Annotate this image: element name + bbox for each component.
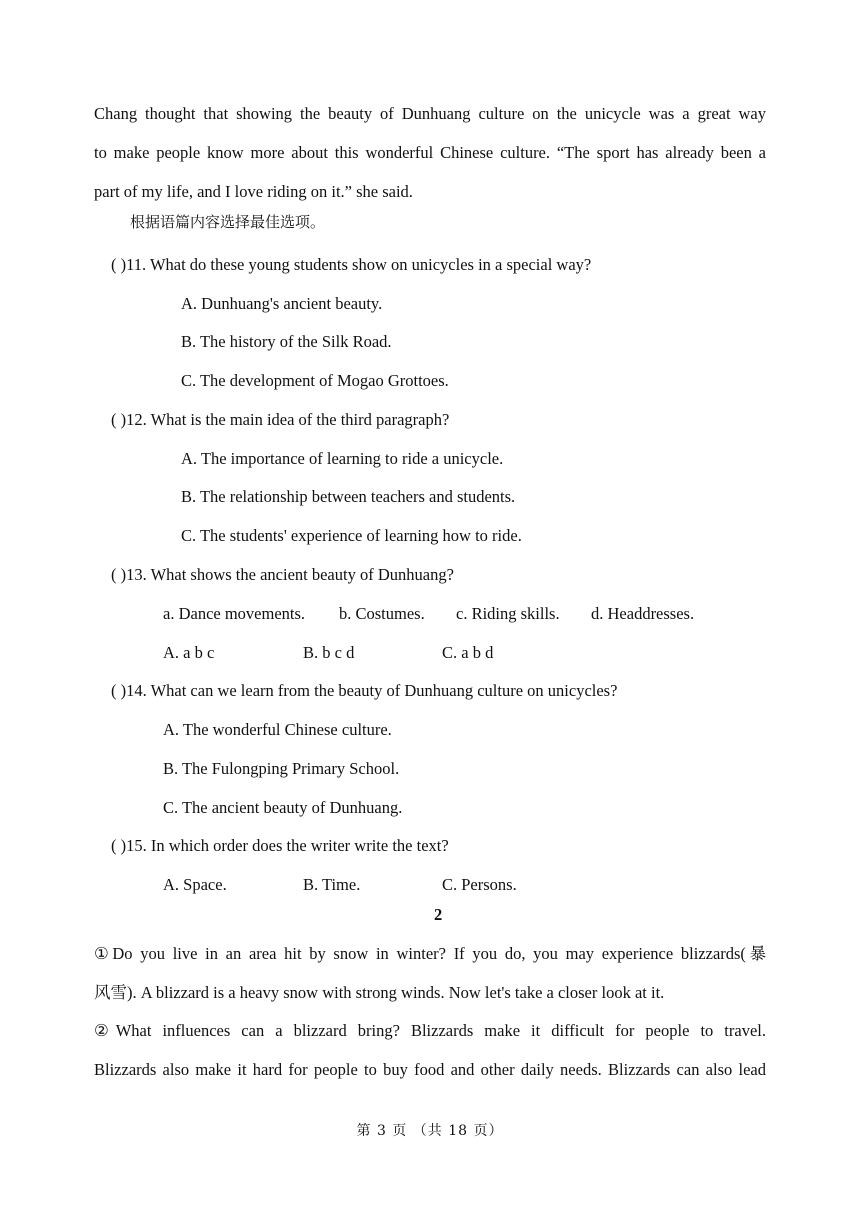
option-13b: B. b c d: [303, 643, 355, 662]
passage-line: to make people know more about this wonderful Chinese culture. “The sport has already been a: [94, 143, 766, 162]
question-11: ( )11. What do these young students show on unicycles in a special way?: [111, 255, 592, 274]
question-13: ( )13. What shows the ancient beauty of Dunhuang?: [111, 565, 454, 584]
option-15b: B. Time.: [303, 875, 361, 894]
passage-line: ①Do you live in an area hit by snow in winter? If you do, you may experience blizzards(暴: [94, 944, 766, 963]
passage-line: ②What influences can a blizzard bring? Blizzards make it difficult for people to travel.: [94, 1021, 766, 1040]
q13-item: d. Headdresses.: [591, 604, 695, 623]
question-12: ( )12. What is the main idea of the third paragraph?: [111, 410, 450, 429]
option-11a: A. Dunhuang's ancient beauty.: [181, 294, 383, 313]
passage-line: 风雪). A blizzard is a heavy snow with strong winds. Now let's take a closer look at it.: [94, 983, 665, 1002]
option-12a: A. The importance of learning to ride a unicycle.: [181, 449, 504, 468]
option-12c: C. The students' experience of learning how to ride.: [181, 526, 522, 545]
instruction: 根据语篇内容选择最佳选项。: [130, 213, 326, 231]
option-13a: A. a b c: [163, 643, 215, 662]
option-14a: A. The wonderful Chinese culture.: [163, 720, 392, 739]
option-14b: B. The Fulongping Primary School.: [163, 759, 400, 778]
question-15: ( )15. In which order does the writer write the text?: [111, 836, 449, 855]
option-12b: B. The relationship between teachers and students.: [181, 487, 516, 506]
q13-item: b. Costumes.: [339, 604, 425, 623]
q13-item: c. Riding skills.: [456, 604, 560, 623]
section-number: 2: [434, 905, 443, 924]
option-13c: C. a b d: [442, 643, 494, 662]
page-footer: 第 3 页 （共 18 页）: [356, 1123, 504, 1139]
passage-line: part of my life, and I love riding on it.” she said.: [94, 182, 413, 201]
passage-line: Chang thought that showing the beauty of Dunhuang culture on the unicycle was a great way: [94, 104, 766, 123]
option-11c: C. The development of Mogao Grottoes.: [181, 371, 449, 390]
option-11b: B. The history of the Silk Road.: [181, 332, 392, 351]
option-14c: C. The ancient beauty of Dunhuang.: [163, 798, 403, 817]
option-15a: A. Space.: [163, 875, 227, 894]
question-14: ( )14. What can we learn from the beauty of Dunhuang culture on unicycles?: [111, 681, 618, 700]
q13-item: a. Dance movements.: [163, 604, 306, 623]
passage-line: Blizzards also make it hard for people to buy food and other daily needs. Blizzards can also lead: [94, 1060, 766, 1079]
option-15c: C. Persons.: [442, 875, 517, 894]
